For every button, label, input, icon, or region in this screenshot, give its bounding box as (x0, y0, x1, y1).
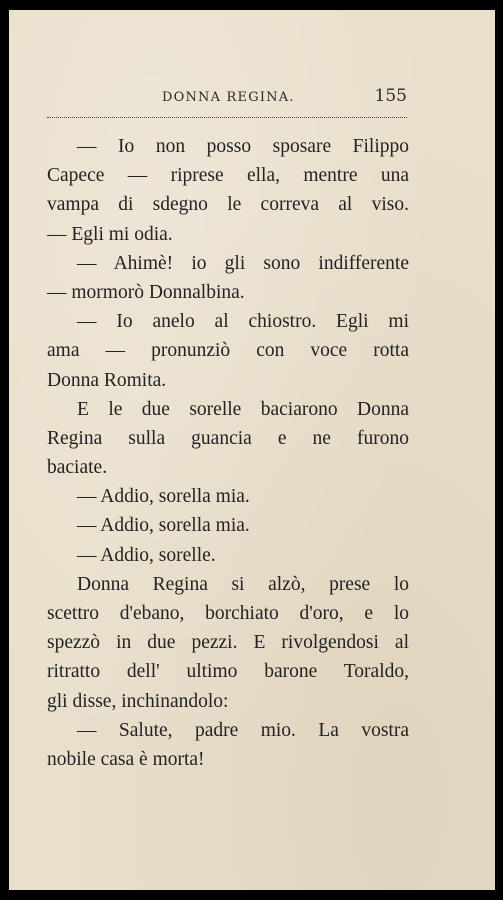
text-line: Regina sulla guancia e ne furono (47, 427, 409, 449)
running-title: DONNA REGINA. (162, 90, 295, 105)
text-line: Donna Romita. (47, 369, 167, 391)
text-line: — Ahimè! io gli sono indifferente (77, 252, 409, 274)
text-line: gli disse, inchinandolo: (47, 690, 229, 712)
header-rule (47, 117, 407, 118)
text-line: — Egli mi odia. (47, 223, 173, 245)
text-line: ama — pronunziò con voce rotta (47, 340, 409, 362)
text-line: baciate. (47, 457, 108, 479)
text-line: Capece — riprese ella, mentre una (47, 165, 409, 187)
book-page (9, 10, 495, 890)
text-line: vampa di sdegno le correva al viso. (47, 194, 409, 216)
page-body (47, 132, 409, 774)
text-line: ritratto dell' ultimo barone Toraldo, (47, 661, 409, 683)
page-number: 155 (374, 86, 407, 106)
text-line: — Addio, sorella mia. (77, 515, 250, 537)
text-line: nobile casa è morta! (47, 748, 205, 770)
text-line: — Io non posso sposare Filippo (77, 136, 409, 157)
text-line: — Addio, sorelle. (77, 544, 216, 566)
page-header (47, 86, 407, 108)
text-line: Donna Regina si alzò, prese lo (77, 573, 409, 595)
text-line: — Addio, sorella mia. (77, 486, 250, 508)
text-line: spezzò in due pezzi. E rivolgendosi al (47, 632, 409, 654)
text-line: — Io anelo al chiostro. Egli mi (77, 311, 409, 333)
text-line: — mormorò Donnalbina. (47, 281, 245, 303)
text-line: scettro d'ebano, borchiato d'oro, e lo (47, 603, 409, 624)
text-line: — Salute, padre mio. La vostra (77, 719, 409, 741)
text-line: E le due sorelle baciarono Donna (77, 398, 409, 420)
